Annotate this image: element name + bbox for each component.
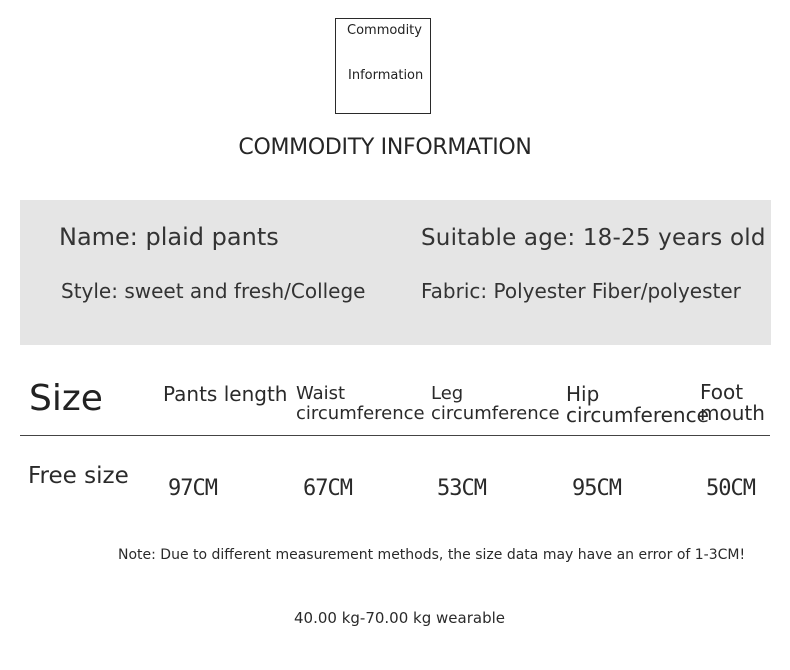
- header-hip-line-2: circumference: [566, 403, 709, 427]
- value-pants-length: 97CM: [168, 476, 217, 501]
- measurement-note: Note: Due to different measurement methods, the size data may have an error of 1-3CM!: [118, 547, 746, 563]
- badge-line-1: Commodity: [347, 23, 422, 38]
- header-waist-line-2: circumference: [296, 403, 425, 424]
- value-leg: 53CM: [437, 476, 486, 501]
- header-leg-line-1: Leg: [431, 383, 464, 404]
- value-waist: 67CM: [303, 476, 352, 501]
- table-divider: [20, 435, 770, 436]
- header-pants-length-label: Pants length: [163, 382, 288, 406]
- header-leg: [431, 384, 560, 424]
- badge-line-2: Information: [348, 68, 424, 83]
- weight-range: 40.00 kg-70.00 kg wearable: [294, 609, 505, 627]
- value-hip: 95CM: [572, 476, 621, 501]
- header-hip-line-1: Hip: [566, 382, 600, 406]
- size-title: Size: [29, 378, 103, 419]
- commodity-info-badge: [335, 18, 431, 114]
- header-foot: [700, 382, 765, 424]
- header-waist: [296, 384, 425, 424]
- header-waist-line-1: Waist: [296, 383, 346, 404]
- info-panel: [20, 200, 771, 345]
- row-label-free-size: Free size: [28, 463, 129, 489]
- value-foot: 50CM: [706, 476, 755, 501]
- header-hip: [566, 384, 709, 426]
- header-foot-line-1: Foot: [700, 380, 744, 404]
- product-name: Name: plaid pants: [59, 223, 279, 251]
- header-foot-line-2: mouth: [700, 401, 765, 425]
- header-leg-line-2: circumference: [431, 403, 560, 424]
- product-fabric: Fabric: Polyester Fiber/polyester: [421, 279, 741, 303]
- section-heading: COMMODITY INFORMATION: [238, 135, 532, 160]
- suitable-age: Suitable age: 18-25 years old: [421, 225, 766, 251]
- product-style: Style: sweet and fresh/College: [61, 279, 366, 303]
- header-pants-length: [163, 384, 287, 404]
